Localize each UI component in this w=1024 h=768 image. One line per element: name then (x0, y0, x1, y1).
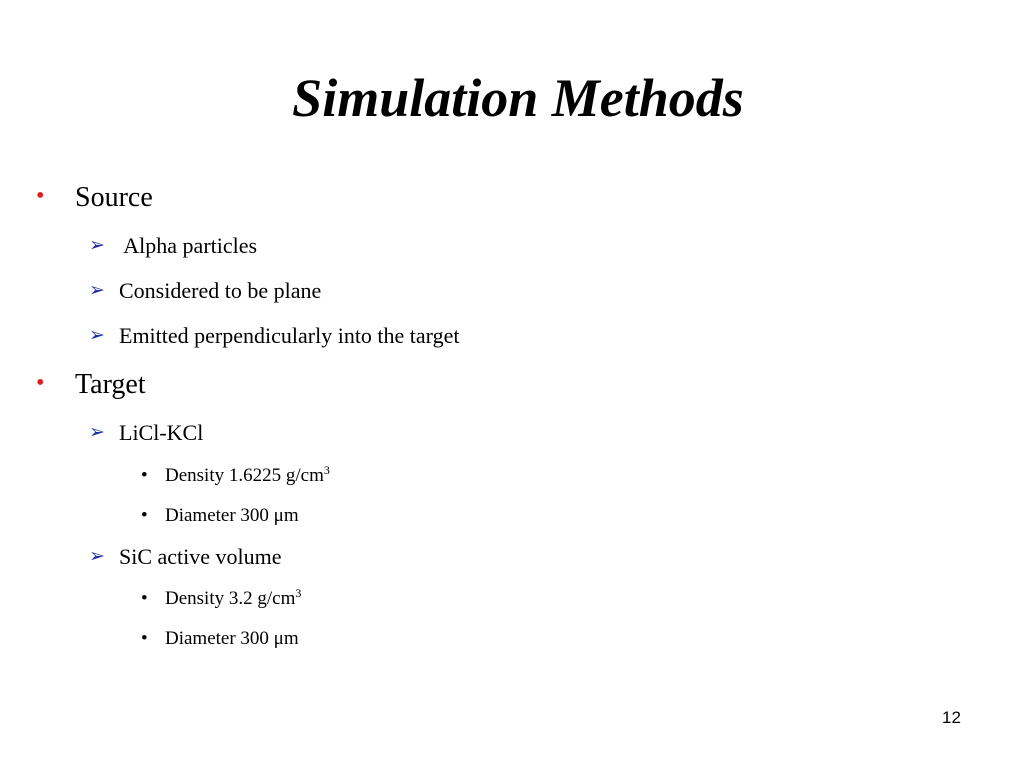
sub-bullet-label: LiCl-KCl (119, 420, 204, 445)
slide-title: Simulation Methods (292, 68, 744, 128)
detail-label: Diameter 300 μm (165, 628, 299, 649)
sub-bullet-label: Considered to be plane (119, 278, 322, 303)
density-text: Density 1.6225 g/cm (165, 465, 324, 486)
arrow-bullet-icon: ➢ (89, 280, 105, 301)
bullet-marker: • (141, 505, 148, 526)
detail-label (165, 463, 330, 486)
sub-bullet-label: Alpha particles (119, 233, 258, 258)
bullet-marker: • (141, 588, 148, 609)
detail-label (165, 586, 302, 609)
density-text: Density 3.2 g/cm (165, 588, 296, 609)
bullet-marker: • (141, 465, 148, 486)
sub-bullet-label: SiC active volume (119, 544, 282, 569)
arrow-bullet-icon: ➢ (89, 235, 105, 256)
arrow-bullet-icon: ➢ (89, 546, 105, 567)
detail-label: Diameter 300 μm (165, 505, 299, 526)
bullet-label: Source (75, 182, 153, 213)
density-exponent: 3 (323, 463, 330, 477)
bullet-marker: • (141, 628, 148, 649)
sub-bullet-label: Emitted perpendicularly into the target (119, 323, 460, 348)
arrow-bullet-icon: ➢ (89, 325, 105, 346)
arrow-bullet-icon: ➢ (89, 422, 105, 443)
bullet-marker: • (36, 183, 45, 209)
bullet-marker: • (36, 370, 45, 396)
density-exponent: 3 (295, 586, 302, 600)
page-number: 12 (942, 708, 961, 727)
bullet-label: Target (75, 369, 146, 400)
